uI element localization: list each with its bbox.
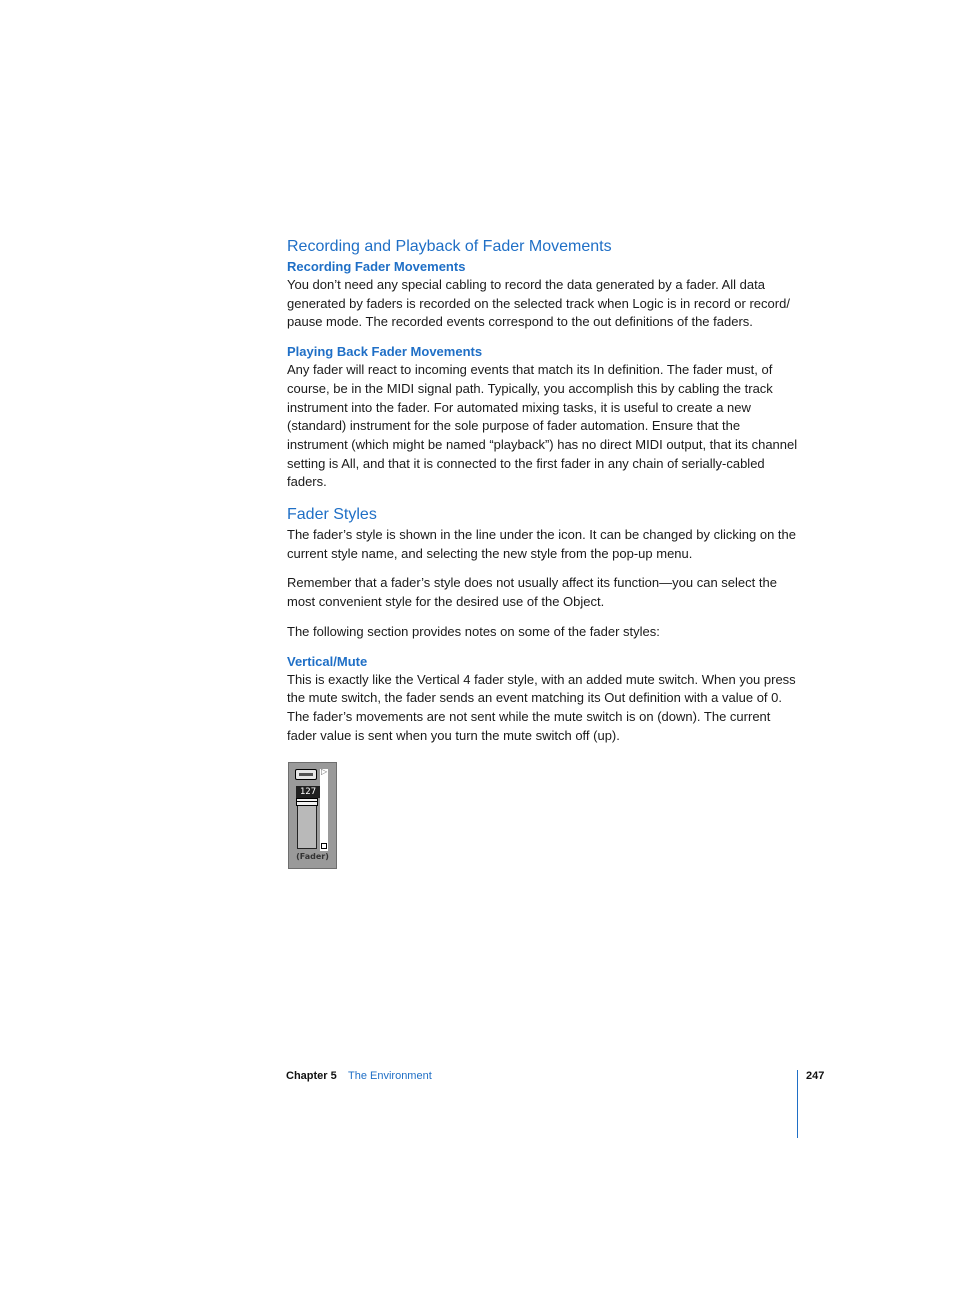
fader-styles-heading: Fader Styles (287, 506, 377, 524)
styles-paragraph-2: Remember that a fader’s style does not usually affect its function—you can select the most convenient style for the desired use of the Object. (287, 575, 777, 610)
playing-heading: Playing Back Fader Movements (287, 344, 483, 360)
fader-figure (288, 762, 337, 869)
page-content (287, 236, 799, 745)
triangle-right-icon: ▷ (321, 767, 328, 776)
main-heading: Recording and Playback of Fader Movements (287, 238, 612, 255)
mute-switch[interactable] (295, 769, 317, 780)
footer-divider (797, 1070, 798, 1138)
styles-paragraph-1: The fader’s style is shown in the line under the icon. It can be changed by clicking on the current style name, and selecting the new style from the pop-up menu. (287, 527, 796, 561)
page-number: 247 (806, 1070, 825, 1082)
footer-section: The Environment (348, 1070, 432, 1082)
vertical-mute-paragraph: This is exactly like the Vertical 4 fader style, with an added mute switch. When you press the mute switch, the fader sends an event matching its Out definition with a value of 0. The fader’s movements are not sent while the mute switch is on (down). The current fader value is sent when you turn the mute switch off (up). (287, 671, 796, 743)
footer-chapter: Chapter 5 (286, 1070, 337, 1082)
fader-small-box (321, 843, 327, 849)
fader-style-label[interactable]: (Fader) (296, 852, 329, 861)
vertical-mute-heading: Vertical/Mute (287, 653, 368, 669)
fader-value: 127 (296, 786, 320, 798)
fader-knob[interactable] (296, 798, 318, 806)
playing-paragraph: Any fader will react to incoming events that match its In definition. The fader must, of course, be in the MIDI signal path. Typically, you accomplish this by cabling the track instrument into the fader. For automated mixing tasks, it is useful to create a new (standard) instrument for the sole purpose of fader automation. Ensure that the instrument (which might be named “playback”) has no direct MIDI output, that its channel setting is All, and that it is connected to the first fader in any chain of serially-cabled faders. (287, 362, 798, 490)
styles-paragraph-3: The following section provides notes on some of the fader styles: (287, 623, 660, 639)
recording-paragraph: You don’t need any special cabling to record the data generated by a fader. All data generated by faders is recorded on the selected track when Logic is in record or record/ pause mode. The recorded events correspond to the out definitions of the faders. (287, 277, 790, 330)
recording-heading: Recording Fader Movements (287, 259, 466, 274)
fader-side-strip (320, 769, 328, 851)
